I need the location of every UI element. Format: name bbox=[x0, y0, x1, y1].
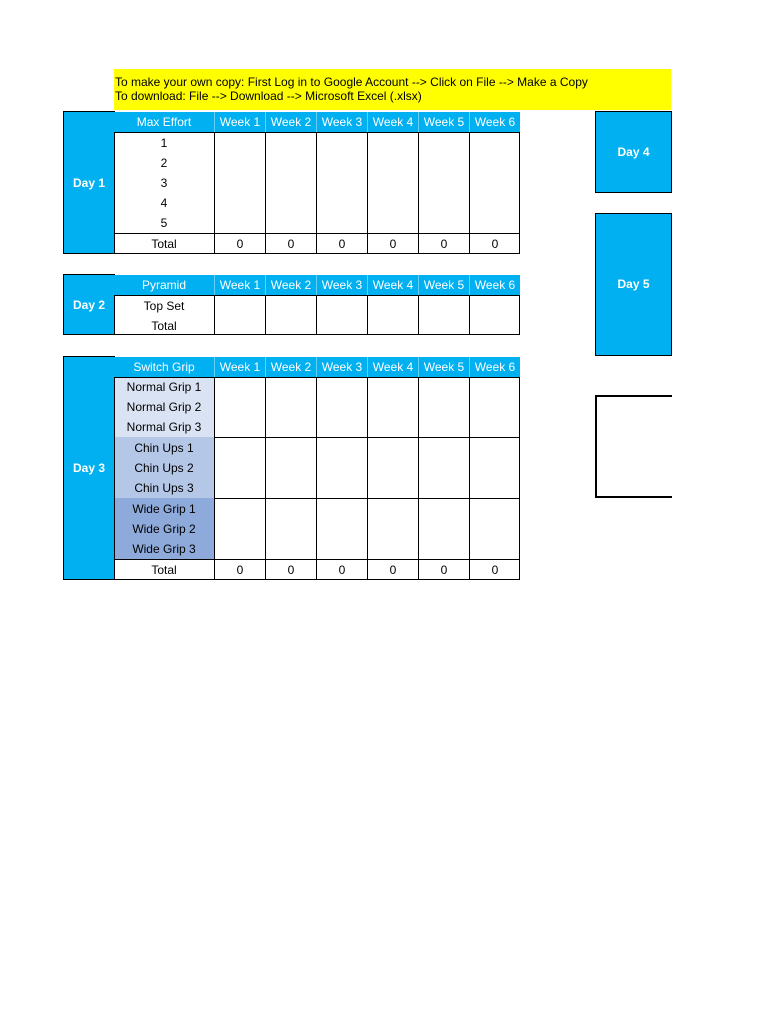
day-1-block bbox=[63, 111, 115, 254]
day-2-week-1-header: Week 1 bbox=[215, 275, 266, 295]
day-2-col-divider bbox=[418, 295, 419, 335]
day-1-total-week-4[interactable]: 0 bbox=[389, 237, 397, 251]
chin-ups-row-label: Chin Ups 3 bbox=[134, 481, 194, 495]
wide-grip-row-label: Wide Grip 3 bbox=[132, 542, 196, 556]
day-1-row-label: 5 bbox=[160, 216, 168, 230]
day-1-row-label: 3 bbox=[160, 176, 168, 190]
day-1-total-week-2[interactable]: 0 bbox=[287, 237, 295, 251]
day-2-week-6-header: Week 6 bbox=[470, 275, 520, 295]
day-1-week-1-header: Week 1 bbox=[215, 112, 266, 132]
day-2-label: Day 2 bbox=[72, 297, 106, 312]
day-3-week-6-header: Week 6 bbox=[470, 357, 520, 377]
day-2-col-divider bbox=[469, 295, 470, 335]
day-2-week-3-header: Week 3 bbox=[317, 275, 368, 295]
day-3-total-label: Total bbox=[151, 563, 177, 577]
day-3-week-2-header: Week 2 bbox=[266, 357, 317, 377]
day-3-week-4-header: Week 4 bbox=[368, 357, 419, 377]
day-2-row-label: Top Set bbox=[143, 298, 185, 313]
day-2-week-2-header: Week 2 bbox=[266, 275, 317, 295]
day-4-label: Day 4 bbox=[617, 145, 650, 159]
day-3-col-divider bbox=[316, 377, 317, 580]
day-3-total-week-5[interactable]: 0 bbox=[440, 563, 448, 577]
day-1-row-label: 2 bbox=[160, 156, 168, 170]
day-3-total-week-2[interactable]: 0 bbox=[287, 563, 295, 577]
day-2-week-4-header: Week 4 bbox=[368, 275, 419, 295]
day-2-week-5-header: Week 5 bbox=[419, 275, 470, 295]
wide-grip-row-label: Wide Grip 1 bbox=[132, 502, 196, 516]
day-3-week-1-header: Week 1 bbox=[215, 357, 266, 377]
day-3-label: Day 3 bbox=[72, 461, 106, 475]
day-2-col-divider bbox=[265, 295, 266, 335]
normal-grip-row-label: Normal Grip 2 bbox=[126, 400, 202, 414]
day-2-row-label: Total bbox=[151, 318, 177, 333]
day-3-total-week-3[interactable]: 0 bbox=[338, 563, 346, 577]
day-1-row-label: 1 bbox=[160, 136, 168, 150]
day-1-total-week-1[interactable]: 0 bbox=[236, 237, 244, 251]
day-2-col-divider bbox=[214, 295, 215, 335]
day-1-week-5-header: Week 5 bbox=[419, 112, 470, 132]
day-3-col-divider bbox=[265, 377, 266, 580]
day-3-col-divider bbox=[367, 377, 368, 580]
instructions-copy: To make your own copy: First Log in to Google Account --> Click on File --> Make a Copy bbox=[115, 75, 588, 89]
wide-grip-row-label: Wide Grip 2 bbox=[132, 522, 196, 536]
day-1-row-label: 4 bbox=[160, 196, 168, 210]
day-3-col-divider bbox=[214, 377, 215, 580]
day-5-block bbox=[595, 213, 672, 356]
day-1-week-2-header: Week 2 bbox=[266, 112, 317, 132]
day-2-header-label: Pyramid bbox=[114, 275, 215, 295]
normal-grip-row-label: Normal Grip 3 bbox=[126, 420, 202, 434]
day-1-total-week-3[interactable]: 0 bbox=[338, 237, 346, 251]
day-3-col-divider bbox=[418, 377, 419, 580]
instructions-download: To download: File --> Download --> Microsoft Excel (.xlsx) bbox=[115, 89, 422, 103]
normal-grip-row-label: Normal Grip 1 bbox=[126, 380, 202, 394]
day-3-week-3-header: Week 3 bbox=[317, 357, 368, 377]
day-3-header-label: Switch Grip bbox=[114, 357, 215, 377]
empty-box bbox=[595, 395, 672, 498]
day-1-week-6-header: Week 6 bbox=[470, 112, 520, 132]
day-2-col-divider bbox=[316, 295, 317, 335]
day-3-total-week-1[interactable]: 0 bbox=[236, 563, 244, 577]
instructions-banner bbox=[114, 69, 671, 110]
day-2-col-divider bbox=[367, 295, 368, 335]
day-1-total-week-6[interactable]: 0 bbox=[491, 237, 499, 251]
day-1-total-week-5[interactable]: 0 bbox=[440, 237, 448, 251]
chin-ups-row-label: Chin Ups 1 bbox=[134, 441, 194, 455]
day-5-label: Day 5 bbox=[617, 277, 650, 291]
day-1-header-label: Max Effort bbox=[114, 112, 215, 132]
day-2-block bbox=[63, 274, 115, 335]
day-3-col-divider bbox=[469, 377, 470, 580]
day-3-block bbox=[63, 356, 115, 580]
day-1-week-4-header: Week 4 bbox=[368, 112, 419, 132]
day-1-week-3-header: Week 3 bbox=[317, 112, 368, 132]
day-3-total-week-4[interactable]: 0 bbox=[389, 563, 397, 577]
day-4-block bbox=[595, 111, 672, 193]
chin-ups-row-label: Chin Ups 2 bbox=[134, 461, 194, 475]
day-1-total-label: Total bbox=[151, 237, 177, 251]
day-1-label: Day 1 bbox=[72, 175, 106, 190]
day-3-total-week-6[interactable]: 0 bbox=[491, 563, 499, 577]
day-3-week-5-header: Week 5 bbox=[419, 357, 470, 377]
